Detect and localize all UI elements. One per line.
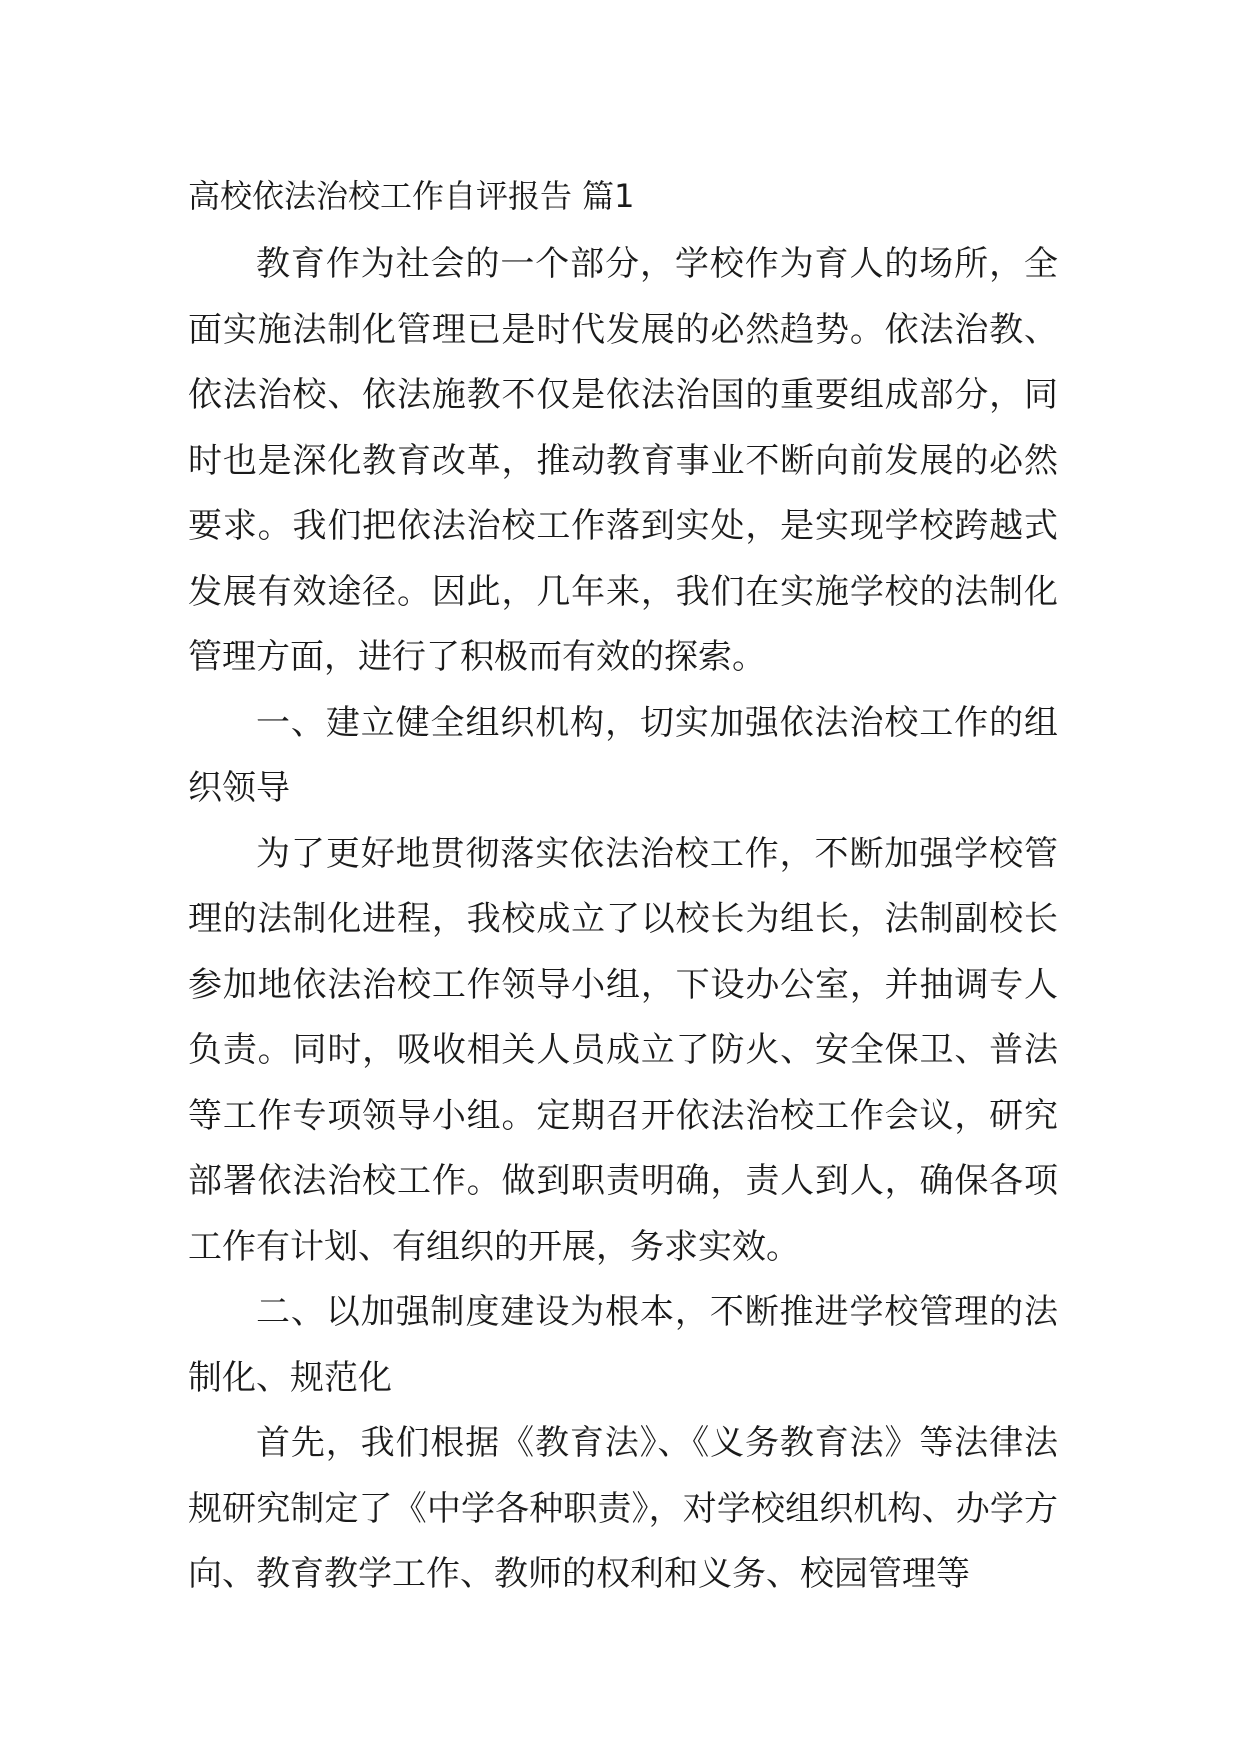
section-heading-2: 二、以加强制度建设为根本，不断推进学校管理的法制化、规范化 xyxy=(188,1292,1058,1398)
intro-paragraph: 教育作为社会的一个部分，学校作为育人的场所，全面实施法制化管理已是时代发展的必然趋势。依法治教、依法治校、依法施教不仅是依法治国的重要组成部分，同时也是深化教育改革，推动教育事业不断向前发展的必然要求。我们把依法治校工作落到实处，是实现学校跨越式发展有效途径。因此，几年来，我们在实施学校的法制化管理方面，进行了积极而有效的探索。 xyxy=(188,244,1058,677)
section-heading-1: 一、建立健全组织机构，切实加强依法治校工作的组织领导 xyxy=(188,702,1058,808)
body-paragraph: 为了更好地贯彻落实依法治校工作，不断加强学校管理的法制化进程，我校成立了以校长为组长，法制副校长参加地依法治校工作领导小组，下设办公室，并抽调专人负责。同时，吸收相关人员成立了防火、安全保卫、普法等工作专项领导小组。定期召开依法治校工作会议，研究部署依法治校工作。做到职责明确，责人到人，确保各项工作有计划、有组织的开展，务求实效。 xyxy=(188,833,1058,1267)
document-title: 高校依法治校工作自评报告 篇1 xyxy=(188,177,635,215)
body-paragraph: 首先，我们根据《教育法》、《义务教育法》等法律法规研究制定了《中学各种职责》，对学校组织机构、办学方向、教育教学工作、教师的权利和义务、校园管理等 xyxy=(188,1423,1058,1594)
document-page xyxy=(188,168,1058,1608)
